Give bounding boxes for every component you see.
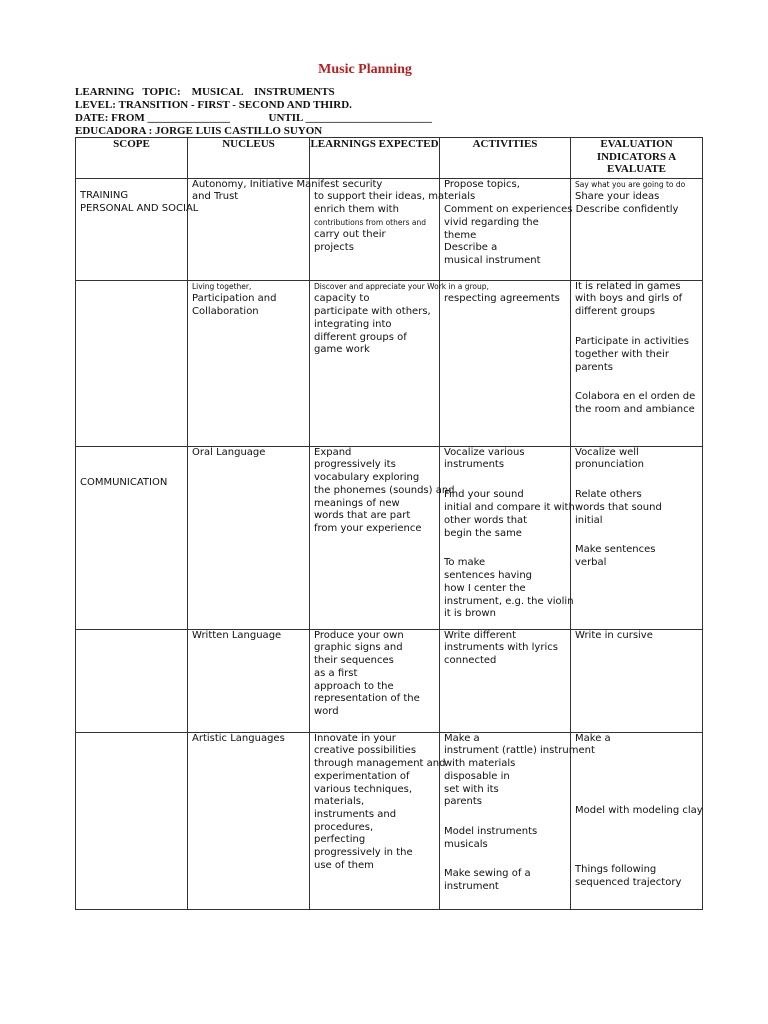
nucleus-cell	[188, 447, 310, 630]
cell-text: instruments with lyrics	[444, 642, 558, 653]
cell-text: Write different	[444, 630, 517, 641]
learnings-cell	[310, 630, 440, 733]
nucleus-cell	[188, 630, 310, 733]
column-header-activities: ACTIVITIES	[440, 138, 571, 179]
learnings-cell	[310, 733, 446, 910]
cell-text: with boys and girls of	[575, 293, 683, 304]
cell-text: Say what you are going to do	[575, 180, 686, 189]
learnings-cell	[310, 281, 489, 447]
cell-text: PERSONAL AND SOCIAL	[80, 203, 199, 214]
cell-text: Innovate in your	[314, 733, 396, 744]
cell-text: vocabulary exploring	[314, 472, 420, 483]
cell-text: approach to the	[314, 681, 394, 692]
cell-text: how I center the	[444, 583, 526, 594]
cell-text: with materials	[444, 758, 516, 769]
cell-text: integrating into	[314, 319, 392, 330]
cell-text: projects	[314, 242, 354, 253]
educadora-line: EDUCADORA : JORGE LUIS CASTILLO SUYON	[75, 125, 323, 137]
column-header-scope: SCOPE	[76, 138, 188, 179]
cell-text: progressively its	[314, 459, 396, 470]
cell-text: use of them	[314, 860, 374, 871]
table-row	[76, 630, 703, 733]
cell-text: theme	[444, 230, 477, 241]
cell-text: their sequences	[314, 655, 394, 666]
scope-cell	[76, 447, 188, 630]
evaluation-cell	[571, 733, 703, 910]
nucleus-cell	[188, 281, 310, 447]
cell-text: graphic signs and	[314, 642, 403, 653]
cell-text: Participation and	[192, 293, 277, 304]
scope-cell	[76, 281, 188, 447]
cell-text: to support their ideas, materials	[314, 191, 476, 202]
table-row	[76, 447, 703, 630]
cell-text: sentences having	[444, 570, 532, 581]
cell-text: Participate in activities	[575, 336, 689, 347]
cell-text: Things following	[575, 864, 657, 875]
column-header-learnings: LEARNINGS EXPECTED	[310, 138, 440, 179]
cell-text: Relate others	[575, 489, 642, 500]
activities-cell	[440, 447, 575, 630]
cell-text: connected	[444, 655, 497, 666]
cell-text: disposable in	[444, 771, 510, 782]
activities-cell	[440, 630, 571, 733]
nucleus-cell	[188, 733, 310, 910]
table-row	[76, 733, 703, 910]
cell-text: Make sewing of a	[444, 868, 531, 879]
scope-cell	[76, 733, 188, 910]
cell-text: carry out their	[314, 229, 386, 240]
cell-text: Model instruments	[444, 826, 538, 837]
evaluation-cell	[571, 630, 703, 733]
column-header-nucleus: NUCLEUS	[188, 138, 310, 179]
learning-topic: LEARNING TOPIC: MUSICAL INSTRUMENTS	[75, 86, 335, 98]
cell-text: as a first	[314, 668, 358, 679]
evaluation-cell	[571, 179, 703, 281]
cell-text: different groups of	[314, 332, 407, 343]
level-line: LEVEL: TRANSITION - FIRST - SECOND AND THIRD.	[75, 99, 352, 111]
cell-text: it is brown	[444, 608, 496, 619]
cell-text: set with its	[444, 784, 499, 795]
cell-text: To make	[444, 557, 486, 568]
cell-text: Oral Language	[192, 447, 266, 458]
cell-text: words that are part	[314, 510, 411, 521]
cell-text: word	[314, 706, 339, 717]
evaluation-cell	[571, 447, 703, 630]
cell-text: capacity to	[314, 293, 370, 304]
cell-text: Describe a	[444, 242, 498, 253]
scope-cell	[76, 179, 199, 281]
cell-text: creative possibilities	[314, 745, 417, 756]
cell-text: parents	[575, 362, 613, 373]
cell-text: other words that	[444, 515, 528, 526]
cell-text: respecting agreements	[444, 293, 560, 304]
cell-text: COMMUNICATION	[80, 477, 168, 488]
cell-text: words that sound	[575, 502, 662, 513]
cell-text: together with their	[575, 349, 669, 360]
cell-text: Produce your own	[314, 630, 404, 641]
cell-text: the phonemes (sounds) and	[314, 485, 455, 496]
cell-text: game work	[314, 344, 370, 355]
cell-text: Propose topics,	[444, 179, 520, 190]
cell-text: experimentation of	[314, 771, 410, 782]
cell-text: Comment on experiences Describe confidently	[444, 204, 679, 215]
cell-text: instrument (rattle) instrument	[444, 745, 595, 756]
cell-text: instrument	[444, 881, 499, 892]
activities-cell	[440, 281, 571, 447]
cell-text: Artistic Languages	[192, 733, 285, 744]
cell-text: through management and	[314, 758, 446, 769]
scope-cell	[76, 630, 188, 733]
cell-text: Autonomy, Initiative Manifest security	[192, 179, 383, 190]
cell-text: initial and compare it with	[444, 502, 575, 513]
cell-text: various techniques,	[314, 784, 413, 795]
cell-text: parents	[444, 796, 482, 807]
learnings-cell	[310, 447, 455, 630]
cell-text: pronunciation	[575, 459, 644, 470]
cell-text: Colabora en el orden de	[575, 391, 696, 402]
cell-text: and Trust	[192, 191, 239, 202]
cell-text: Make a	[575, 733, 611, 744]
activities-cell	[440, 733, 595, 910]
cell-text: Discover and appreciate your Work in a group,	[314, 282, 489, 291]
cell-text: instrument, e.g. the violin	[444, 596, 574, 607]
cell-text: sequenced trajectory	[575, 877, 682, 888]
cell-text: Share your ideas	[575, 191, 660, 202]
cell-text: meanings of new	[314, 498, 400, 509]
cell-text: Write in cursive	[575, 630, 653, 641]
cell-text: representation of the	[314, 693, 420, 704]
table-row	[76, 179, 703, 281]
cell-text: It is related in games	[575, 281, 681, 292]
cell-text: instruments and	[314, 809, 397, 820]
cell-text: progressively in the	[314, 847, 413, 858]
cell-text: Find your sound	[444, 489, 524, 500]
date-line: DATE: FROM _______________ UNTIL _______________________	[75, 112, 432, 124]
cell-text: contributions from others and	[314, 218, 426, 227]
table-row	[76, 281, 703, 447]
cell-text: participate with others,	[314, 306, 431, 317]
cell-text: musicals	[444, 839, 488, 850]
cell-text: Vocalize well	[575, 447, 639, 458]
column-header-evaluation: EVALUATION INDICATORS A EVALUATE	[571, 138, 703, 179]
cell-text: Expand	[314, 447, 352, 458]
cell-text: TRAINING	[80, 190, 129, 201]
cell-text: Make a	[444, 733, 480, 744]
cell-text: enrich them with	[314, 204, 399, 215]
cell-text: verbal	[575, 557, 607, 568]
cell-text: Make sentences	[575, 544, 656, 555]
cell-text: materials,	[314, 796, 365, 807]
cell-text: Vocalize various	[444, 447, 525, 458]
cell-text: different groups	[575, 306, 655, 317]
planning-table	[75, 137, 703, 910]
cell-text: from your experience	[314, 523, 422, 534]
document-header	[75, 86, 432, 138]
cell-text: Written Language	[192, 630, 282, 641]
table-header-row	[76, 138, 703, 179]
cell-text: instruments	[444, 459, 505, 470]
cell-text: the room and ambiance	[575, 404, 695, 415]
page-title: Music Planning	[318, 62, 412, 77]
cell-text: perfecting	[314, 834, 366, 845]
cell-text: begin the same	[444, 528, 522, 539]
cell-text: Living together,	[192, 282, 252, 291]
cell-text: vivid regarding the	[444, 217, 539, 228]
cell-text: Collaboration	[192, 306, 259, 317]
cell-text: procedures,	[314, 822, 374, 833]
cell-text: musical instrument	[444, 255, 541, 266]
evaluation-cell	[571, 281, 703, 447]
cell-text: Model with modeling clay	[575, 805, 703, 816]
cell-text: initial	[575, 515, 603, 526]
